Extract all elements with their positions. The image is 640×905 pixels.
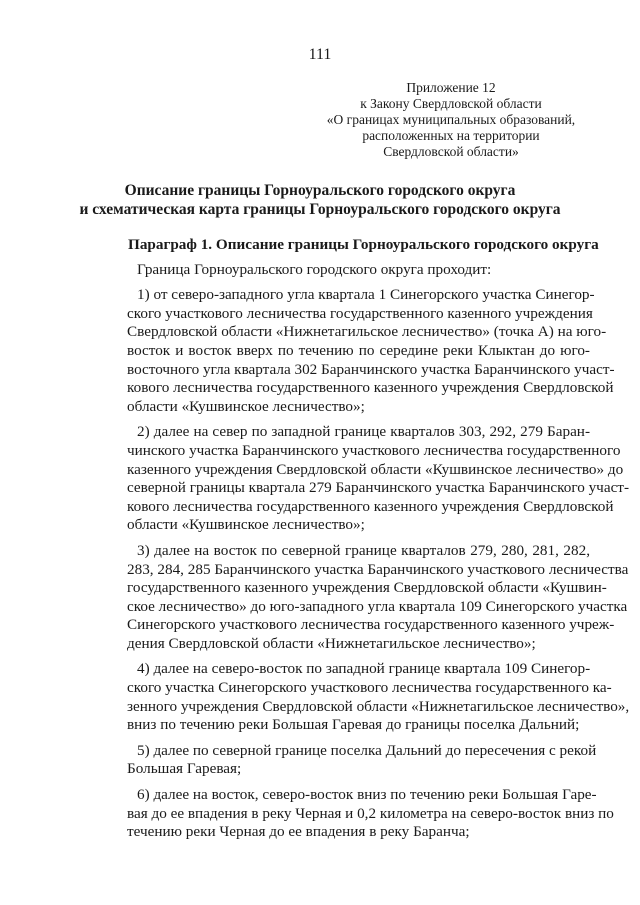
body-paragraph [117,541,629,654]
body-paragraph [117,261,590,280]
appendix-line: к Закону Свердловской области [360,96,542,111]
appendix-block [316,80,586,160]
page-number: 111 [308,46,332,63]
appendix-line: Приложение 12 [406,80,496,95]
paragraph-line: зенного учреждения Свердловской области «Нижнетагильское лесничество», [127,697,630,715]
paragraph-line: области «Кушвинское лесничество»; [127,516,365,534]
body-paragraph [117,423,630,535]
paragraph-heading: Параграф 1. Описание границы Горноуральского городского округа [128,236,599,253]
document-title [0,181,640,219]
title-line: Описание границы Горноуральского городского округа [124,182,516,199]
paragraph-line: казенного учреждения Свердловской области «Кушвинское лесничество» до [127,460,624,478]
paragraph-line: вниз по течению реки Большая Гаревая до границы поселка Дальний; [127,716,580,734]
paragraph-line: ского участка Синегорского участкового лесничества государственного ка- [127,679,612,697]
body-paragraph [117,660,630,734]
body-paragraph [117,786,614,842]
paragraph-line: ского участкового лесничества государственного казенного учреждения [127,304,593,322]
paragraph-line: ское лесничество» до юго-западного угла квартала 109 Синегорского участка [127,597,628,615]
appendix-line: расположенных на территории [362,128,540,143]
paragraph-line: дения Свердловской области «Нижнетагильское лесничество»; [127,634,536,652]
paragraph-line: восток и восток вверх по течению по середине реки Клыктан до юго- [127,341,590,359]
body-paragraph [117,741,597,779]
paragraph-line: области «Кушвинское лесничество»; [127,397,365,415]
paragraph-line: Граница Горноуральского городского округа проходит: [137,260,492,278]
paragraph-line: Синегорского участкового лесничества государственного казенного учреж- [127,616,615,634]
body-paragraph [117,286,615,416]
paragraph-line: 2) далее на север по западной границе кварталов 303, 292, 279 Баран- [137,423,590,441]
paragraph-list [117,260,630,842]
paragraph-line: восточного угла квартала 302 Баранчинского участка Баранчинского участ- [127,360,615,378]
paragraph-line: 3) далее на восток по северной границе кварталов 279, 280, 281, 282, [137,541,590,559]
paragraph-line: 6) далее на восток, северо-восток вниз по течению реки Большая Гаре- [137,786,597,804]
paragraph-line: 283, 284, 285 Баранчинского участка Баранчинского участкового лесничества [127,560,629,578]
paragraph-line: 4) далее на северо-восток по западной границе квартала 109 Синегор- [137,660,591,678]
paragraph-line: вая до ее впадения в реку Черная и 0,2 километра на северо-восток вниз по [127,804,614,822]
paragraph-line: кового лесничества государственного казенного учреждения Свердловской [127,379,614,397]
paragraph-line: Свердловской области «Нижнетагильское лесничество» (точка А) на юго- [127,323,607,341]
paragraph-line: кового лесничества государственного казенного учреждения Свердловской [127,497,614,515]
appendix-line: Свердловской области» [383,144,519,159]
paragraph-line: 5) далее по северной границе поселка Дальний до пересечения с рекой [137,741,597,759]
appendix-line: «О границах муниципальных образований, [326,112,576,127]
paragraph-line: 1) от северо-западного угла квартала 1 Синегорского участка Синегор- [137,286,595,304]
paragraph-line: северной границы квартала 279 Баранчинского участка Баранчинского участ- [127,479,630,497]
document-body [117,236,630,849]
paragraph-line: течению реки Черная до ее впадения в реку Баранча; [127,823,470,841]
title-line: и схематическая карта границы Горноуральского городского округа [79,201,561,218]
paragraph-line: государственного казенного учреждения Свердловской области «Кушвин- [127,579,607,597]
paragraph-line: чинского участка Баранчинского участкового лесничества государственного [127,441,621,459]
paragraph-line: Большая Гаревая; [127,760,242,778]
